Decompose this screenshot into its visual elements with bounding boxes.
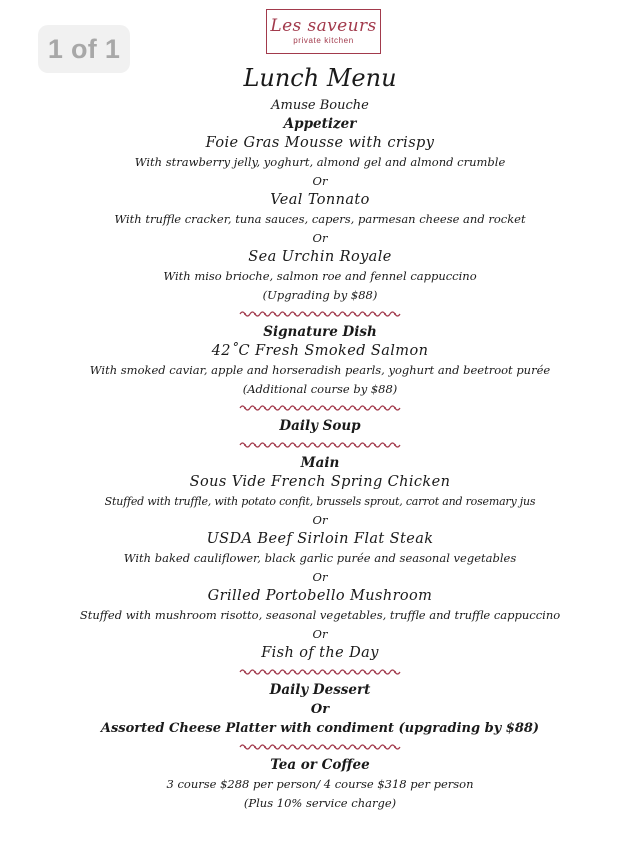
- soup-heading: Daily Soup: [279, 418, 361, 434]
- main-dish-2: USDA Beef Sirloin Flat Steak: [206, 531, 434, 547]
- signature-heading: Signature Dish: [263, 324, 377, 340]
- page-counter-text: 1 of 1: [47, 33, 121, 64]
- ornament-divider: [0, 738, 640, 756]
- restaurant-logo: [266, 9, 381, 54]
- main-dish-3: Grilled Portobello Mushroom: [207, 588, 433, 604]
- appetizer-dish-2: Veal Tonnato: [270, 192, 370, 208]
- appetizer-dish-3-desc: With miso brioche, salmon roe and fennel cappuccino: [163, 269, 477, 283]
- or-separator: Or: [312, 231, 328, 245]
- ornament-divider-icon: [238, 441, 402, 449]
- ornament-divider: [0, 436, 640, 454]
- dessert-heading: Daily Dessert: [269, 682, 371, 698]
- or-separator: Or: [312, 627, 328, 641]
- logo-name: Les saveurs: [270, 16, 377, 36]
- or-separator: Or: [312, 513, 328, 527]
- logo-tagline: private kitchen: [293, 36, 354, 45]
- menu-title: Lunch Menu: [243, 64, 397, 92]
- appetizer-heading: Appetizer: [283, 116, 357, 132]
- ornament-divider-icon: [238, 668, 402, 676]
- signature-dish-note: (Additional course by $88): [242, 382, 398, 396]
- main-dish-4: Fish of the Day: [261, 645, 379, 661]
- service-charge-note: (Plus 10% service charge): [243, 796, 397, 810]
- appetizer-dish-3: Sea Urchin Royale: [248, 249, 392, 265]
- appetizer-dish-1-desc: With strawberry jelly, yoghurt, almond gel and almond crumble: [134, 155, 506, 169]
- or-separator: Or: [312, 570, 328, 584]
- appetizer-dish-1: Foie Gras Mousse with crispy: [205, 135, 435, 151]
- ornament-divider: [0, 399, 640, 417]
- menu-content: [0, 62, 640, 813]
- appetizer-dish-2-desc: With truffle cracker, tuna sauces, capers, parmesan cheese and rocket: [114, 212, 526, 226]
- ornament-divider: [0, 663, 640, 681]
- ornament-divider-icon: [238, 743, 402, 751]
- main-heading: Main: [300, 455, 340, 471]
- or-separator: Or: [310, 702, 330, 717]
- appetizer-dish-3-note: (Upgrading by $88): [262, 288, 378, 302]
- drinks-heading: Tea or Coffee: [270, 757, 370, 773]
- ornament-divider: [0, 305, 640, 323]
- or-separator: Or: [312, 174, 328, 188]
- main-dish-2-desc: With baked cauliflower, black garlic purée and seasonal vegetables: [123, 551, 517, 565]
- cheese-platter: Assorted Cheese Platter with condiment (upgrading by $88): [100, 721, 540, 736]
- signature-dish: 42˚C Fresh Smoked Salmon: [211, 343, 429, 359]
- ornament-divider-icon: [238, 310, 402, 318]
- pricing-line: 3 course $288 per person/ 4 course $318 per person: [166, 777, 474, 791]
- signature-dish-desc: With smoked caviar, apple and horseradish pearls, yoghurt and beetroot purée: [89, 363, 551, 377]
- main-dish-1: Sous Vide French Spring Chicken: [189, 474, 451, 490]
- main-dish-3-desc: Stuffed with mushroom risotto, seasonal vegetables, truffle and truffle cappuccino: [79, 608, 561, 622]
- ornament-divider-icon: [238, 404, 402, 412]
- main-dish-1-desc: Stuffed with truffle, with potato confit, brussels sprout, carrot and rosemary jus: [104, 495, 536, 508]
- amuse-bouche: Amuse Bouche: [271, 98, 369, 113]
